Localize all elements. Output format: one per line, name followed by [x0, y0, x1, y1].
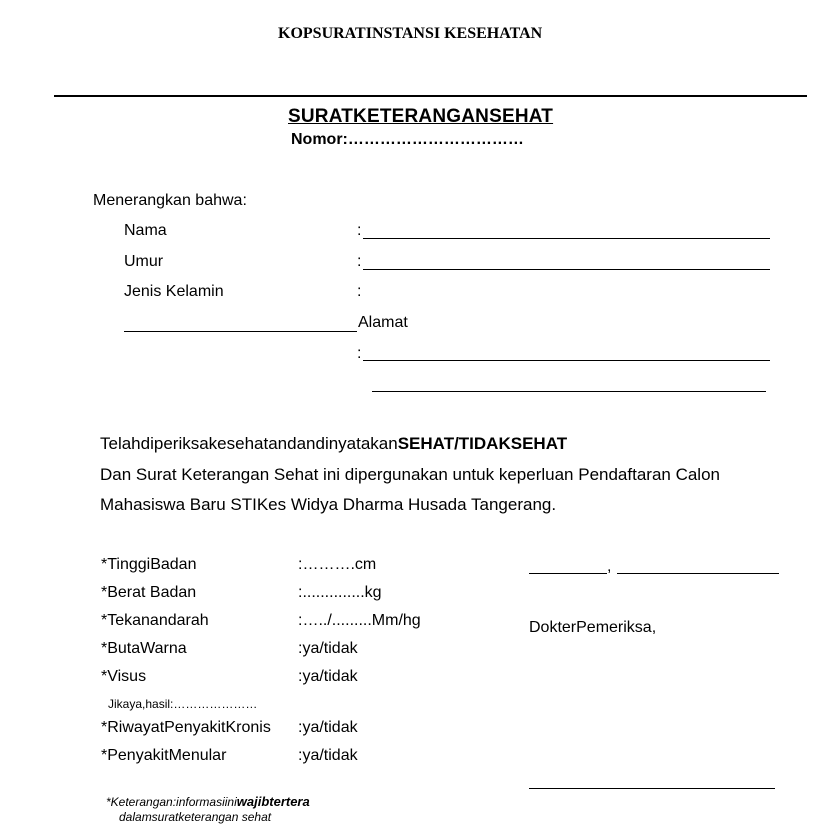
- intro-text: Menerangkan bahwa:: [93, 192, 247, 209]
- alamat-field-line-1[interactable]: [363, 360, 770, 361]
- berat-badan-value[interactable]: :..............kg: [298, 584, 382, 601]
- alamat-field-line-2[interactable]: [372, 391, 766, 392]
- tinggi-badan-label: *TinggiBadan: [101, 556, 197, 573]
- note-line-2: dalamsuratketerangan sehat: [119, 810, 272, 824]
- umur-label: Umur: [124, 253, 164, 270]
- kop-surat-header: KOPSURATINSTANSI KESEHATAN: [278, 25, 543, 42]
- penyakit-menular-label: *PenyakitMenular: [101, 747, 227, 764]
- tinggi-badan-value[interactable]: :……….cm: [298, 556, 377, 573]
- nama-field[interactable]: [363, 238, 770, 239]
- alamat-colon: :: [357, 345, 362, 362]
- jenis-kelamin-label: Jenis Kelamin: [124, 283, 224, 300]
- tekanan-darah-value[interactable]: :…../.........Mm/hg: [298, 612, 421, 629]
- alamat-label: Alamat: [358, 314, 408, 331]
- statement-line-3: Mahasiswa Baru STIKes Widya Dharma Husada Tangerang.: [100, 495, 557, 514]
- tekanan-darah-label: *Tekanandarah: [101, 612, 209, 629]
- dokter-pemeriksa-label: DokterPemeriksa,: [529, 619, 657, 636]
- visus-value[interactable]: :ya/tidak: [298, 668, 358, 685]
- place-field[interactable]: [529, 573, 607, 574]
- statement-line-2: Dan Surat Keterangan Sehat ini dipergunakan untuk keperluan Pendaftaran Calon: [100, 465, 720, 484]
- nama-colon: :: [357, 222, 362, 239]
- document-title: SURATKETERANGANSEHAT: [288, 106, 554, 127]
- visus-label: *Visus: [101, 668, 147, 685]
- nama-label: Nama: [124, 222, 167, 239]
- sehat-status: SEHAT/TIDAKSEHAT: [397, 434, 568, 453]
- jenis-kelamin-colon: :: [357, 283, 362, 300]
- penyakit-menular-value[interactable]: :ya/tidak: [298, 747, 358, 764]
- note-line-1: *Keterangan:informasiiniwajibtertera: [106, 794, 310, 809]
- riwayat-penyakit-kronis-label: *RiwayatPenyakitKronis: [101, 719, 271, 736]
- umur-colon: :: [357, 253, 362, 270]
- umur-field[interactable]: [363, 269, 770, 270]
- header-divider: [54, 95, 807, 97]
- signature-line[interactable]: [529, 788, 775, 789]
- riwayat-penyakit-kronis-value[interactable]: :ya/tidak: [298, 719, 358, 736]
- place-date-comma: ,: [607, 558, 612, 575]
- document-number: Nomor:……………………………: [291, 131, 524, 148]
- buta-warna-label: *ButaWarna: [101, 640, 187, 657]
- buta-warna-value[interactable]: :ya/tidak: [298, 640, 358, 657]
- jenis-kelamin-field[interactable]: [124, 331, 357, 332]
- statement-line-1: TelahdiperiksakesehatandandinyatakanSEHAT/TIDAKSEHAT: [100, 434, 568, 453]
- date-field[interactable]: [617, 573, 779, 574]
- visus-result[interactable]: Jikaya,hasil:…………………: [108, 697, 258, 711]
- berat-badan-label: *Berat Badan: [101, 584, 197, 601]
